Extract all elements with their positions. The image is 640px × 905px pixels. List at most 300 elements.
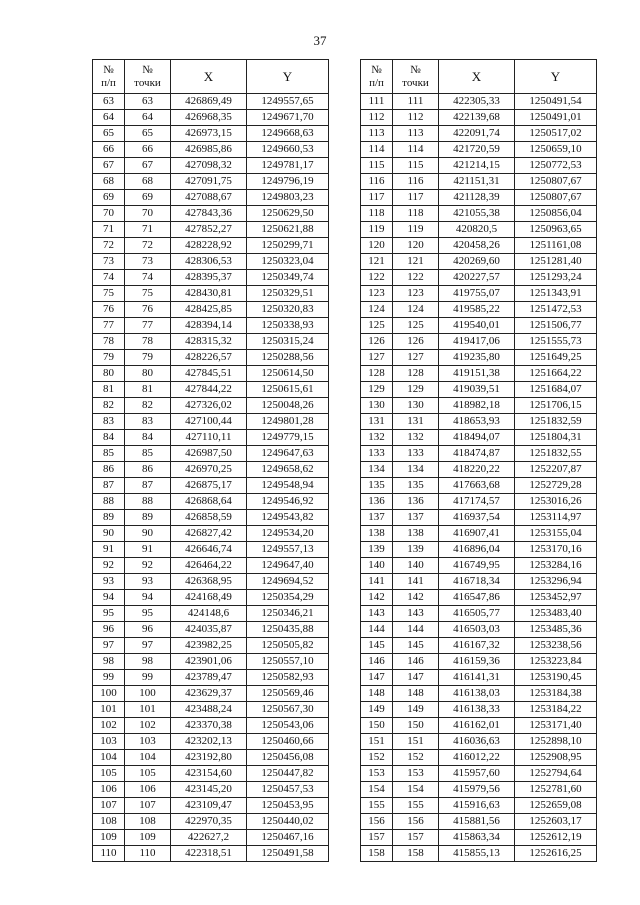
table-row bbox=[93, 830, 329, 846]
row-number-cell: 138 bbox=[361, 526, 393, 542]
x-coordinate-cell: 416896,04 bbox=[439, 542, 515, 558]
point-number-cell: 98 bbox=[125, 654, 171, 670]
row-number-cell: 84 bbox=[93, 430, 125, 446]
x-coordinate-cell: 419540,01 bbox=[439, 318, 515, 334]
y-coordinate-cell: 1250354,29 bbox=[247, 590, 329, 606]
table-row bbox=[361, 766, 597, 782]
table-row bbox=[361, 142, 597, 158]
x-coordinate-cell: 415979,56 bbox=[439, 782, 515, 798]
table-row bbox=[361, 846, 597, 862]
y-coordinate-cell: 1251649,25 bbox=[515, 350, 597, 366]
y-coordinate-cell: 1250323,04 bbox=[247, 254, 329, 270]
table-row bbox=[361, 718, 597, 734]
x-coordinate-cell: 426985,86 bbox=[171, 142, 247, 158]
x-coordinate-cell: 423629,37 bbox=[171, 686, 247, 702]
x-coordinate-cell: 426858,59 bbox=[171, 510, 247, 526]
row-number-cell: 158 bbox=[361, 846, 393, 862]
x-coordinate-cell: 427110,11 bbox=[171, 430, 247, 446]
coordinates-table-left bbox=[92, 59, 329, 862]
x-coordinate-cell: 426869,49 bbox=[171, 94, 247, 110]
row-number-cell: 77 bbox=[93, 318, 125, 334]
x-coordinate-cell: 418982,18 bbox=[439, 398, 515, 414]
y-coordinate-cell: 1250569,46 bbox=[247, 686, 329, 702]
table-row bbox=[361, 542, 597, 558]
row-number-cell: 113 bbox=[361, 126, 393, 142]
y-coordinate-cell: 1249671,70 bbox=[247, 110, 329, 126]
point-number-cell: 108 bbox=[125, 814, 171, 830]
table-row bbox=[93, 158, 329, 174]
point-number-cell: 76 bbox=[125, 302, 171, 318]
x-coordinate-cell: 428395,37 bbox=[171, 270, 247, 286]
x-coordinate-cell: 423901,06 bbox=[171, 654, 247, 670]
point-number-cell: 80 bbox=[125, 366, 171, 382]
x-coordinate-cell: 427088,67 bbox=[171, 190, 247, 206]
x-coordinate-cell: 423109,47 bbox=[171, 798, 247, 814]
y-coordinate-cell: 1250582,93 bbox=[247, 670, 329, 686]
point-number-cell: 116 bbox=[393, 174, 439, 190]
point-number-cell: 132 bbox=[393, 430, 439, 446]
point-number-cell: 154 bbox=[393, 782, 439, 798]
x-coordinate-cell: 426464,22 bbox=[171, 558, 247, 574]
x-coordinate-cell: 416547,86 bbox=[439, 590, 515, 606]
table-row bbox=[361, 830, 597, 846]
point-number-cell: 158 bbox=[393, 846, 439, 862]
point-number-cell: 131 bbox=[393, 414, 439, 430]
row-number-cell: 131 bbox=[361, 414, 393, 430]
table-row bbox=[361, 350, 597, 366]
y-coordinate-cell: 1249668,63 bbox=[247, 126, 329, 142]
y-coordinate-cell: 1250491,58 bbox=[247, 846, 329, 862]
x-coordinate-cell: 418494,07 bbox=[439, 430, 515, 446]
row-number-cell: 111 bbox=[361, 94, 393, 110]
y-coordinate-cell: 1250338,93 bbox=[247, 318, 329, 334]
point-number-cell: 107 bbox=[125, 798, 171, 814]
x-coordinate-cell: 427100,44 bbox=[171, 414, 247, 430]
y-coordinate-cell: 1250349,74 bbox=[247, 270, 329, 286]
table-row bbox=[93, 206, 329, 222]
x-coordinate-cell: 419039,51 bbox=[439, 382, 515, 398]
table-row bbox=[361, 702, 597, 718]
table-row bbox=[93, 702, 329, 718]
header-x: X bbox=[171, 60, 247, 94]
point-number-cell: 102 bbox=[125, 718, 171, 734]
x-coordinate-cell: 415916,63 bbox=[439, 798, 515, 814]
row-number-cell: 129 bbox=[361, 382, 393, 398]
y-coordinate-cell: 1253184,38 bbox=[515, 686, 597, 702]
y-coordinate-cell: 1251664,22 bbox=[515, 366, 597, 382]
row-number-cell: 87 bbox=[93, 478, 125, 494]
y-coordinate-cell: 1250807,67 bbox=[515, 190, 597, 206]
point-number-cell: 94 bbox=[125, 590, 171, 606]
point-number-cell: 147 bbox=[393, 670, 439, 686]
table-row bbox=[361, 670, 597, 686]
x-coordinate-cell: 416138,03 bbox=[439, 686, 515, 702]
point-number-cell: 153 bbox=[393, 766, 439, 782]
row-number-cell: 126 bbox=[361, 334, 393, 350]
table-row bbox=[93, 606, 329, 622]
y-coordinate-cell: 1249801,28 bbox=[247, 414, 329, 430]
header-y: Y bbox=[247, 60, 329, 94]
x-coordinate-cell: 415863,34 bbox=[439, 830, 515, 846]
table-body-right bbox=[361, 94, 597, 862]
point-number-cell: 75 bbox=[125, 286, 171, 302]
y-coordinate-cell: 1252207,87 bbox=[515, 462, 597, 478]
y-coordinate-cell: 1249534,20 bbox=[247, 526, 329, 542]
x-coordinate-cell: 416937,54 bbox=[439, 510, 515, 526]
y-coordinate-cell: 1251161,08 bbox=[515, 238, 597, 254]
y-coordinate-cell: 1251832,59 bbox=[515, 414, 597, 430]
x-coordinate-cell: 420227,57 bbox=[439, 270, 515, 286]
y-coordinate-cell: 1250320,83 bbox=[247, 302, 329, 318]
y-coordinate-cell: 1251343,91 bbox=[515, 286, 597, 302]
row-number-cell: 70 bbox=[93, 206, 125, 222]
row-number-cell: 74 bbox=[93, 270, 125, 286]
table-row bbox=[93, 782, 329, 798]
row-number-cell: 102 bbox=[93, 718, 125, 734]
table-row bbox=[93, 238, 329, 254]
point-number-cell: 136 bbox=[393, 494, 439, 510]
table-row bbox=[93, 766, 329, 782]
y-coordinate-cell: 1252898,10 bbox=[515, 734, 597, 750]
row-number-cell: 65 bbox=[93, 126, 125, 142]
x-coordinate-cell: 421720,59 bbox=[439, 142, 515, 158]
y-coordinate-cell: 1250440,02 bbox=[247, 814, 329, 830]
point-number-cell: 140 bbox=[393, 558, 439, 574]
x-coordinate-cell: 423982,25 bbox=[171, 638, 247, 654]
y-coordinate-cell: 1250491,01 bbox=[515, 110, 597, 126]
row-number-cell: 139 bbox=[361, 542, 393, 558]
table-row bbox=[93, 398, 329, 414]
point-number-cell: 89 bbox=[125, 510, 171, 526]
point-number-cell: 143 bbox=[393, 606, 439, 622]
row-number-cell: 91 bbox=[93, 542, 125, 558]
y-coordinate-cell: 1249557,65 bbox=[247, 94, 329, 110]
point-number-cell: 77 bbox=[125, 318, 171, 334]
table-row bbox=[93, 542, 329, 558]
point-number-cell: 81 bbox=[125, 382, 171, 398]
x-coordinate-cell: 421055,38 bbox=[439, 206, 515, 222]
point-number-cell: 83 bbox=[125, 414, 171, 430]
row-number-cell: 127 bbox=[361, 350, 393, 366]
point-number-cell: 111 bbox=[393, 94, 439, 110]
table-row bbox=[93, 462, 329, 478]
y-coordinate-cell: 1250543,06 bbox=[247, 718, 329, 734]
row-number-cell: 93 bbox=[93, 574, 125, 590]
row-number-cell: 121 bbox=[361, 254, 393, 270]
row-number-cell: 104 bbox=[93, 750, 125, 766]
x-coordinate-cell: 424168,49 bbox=[171, 590, 247, 606]
x-coordinate-cell: 426646,74 bbox=[171, 542, 247, 558]
row-number-cell: 157 bbox=[361, 830, 393, 846]
point-number-cell: 149 bbox=[393, 702, 439, 718]
y-coordinate-cell: 1250447,82 bbox=[247, 766, 329, 782]
row-number-cell: 81 bbox=[93, 382, 125, 398]
point-number-cell: 146 bbox=[393, 654, 439, 670]
row-number-cell: 73 bbox=[93, 254, 125, 270]
row-number-cell: 107 bbox=[93, 798, 125, 814]
table-row bbox=[361, 302, 597, 318]
table-row bbox=[93, 126, 329, 142]
x-coordinate-cell: 418653,93 bbox=[439, 414, 515, 430]
x-coordinate-cell: 416159,36 bbox=[439, 654, 515, 670]
y-coordinate-cell: 1252659,08 bbox=[515, 798, 597, 814]
x-coordinate-cell: 419151,38 bbox=[439, 366, 515, 382]
y-coordinate-cell: 1250329,51 bbox=[247, 286, 329, 302]
table-row bbox=[361, 222, 597, 238]
y-coordinate-cell: 1252616,25 bbox=[515, 846, 597, 862]
x-coordinate-cell: 428315,32 bbox=[171, 334, 247, 350]
row-number-cell: 103 bbox=[93, 734, 125, 750]
row-number-cell: 116 bbox=[361, 174, 393, 190]
row-number-cell: 110 bbox=[93, 846, 125, 862]
row-number-cell: 78 bbox=[93, 334, 125, 350]
x-coordinate-cell: 423145,20 bbox=[171, 782, 247, 798]
y-coordinate-cell: 1250621,88 bbox=[247, 222, 329, 238]
x-coordinate-cell: 427843,36 bbox=[171, 206, 247, 222]
x-coordinate-cell: 427326,02 bbox=[171, 398, 247, 414]
row-number-cell: 125 bbox=[361, 318, 393, 334]
row-number-cell: 149 bbox=[361, 702, 393, 718]
header-y: Y bbox=[515, 60, 597, 94]
x-coordinate-cell: 423370,38 bbox=[171, 718, 247, 734]
point-number-cell: 135 bbox=[393, 478, 439, 494]
point-number-cell: 99 bbox=[125, 670, 171, 686]
row-number-cell: 68 bbox=[93, 174, 125, 190]
table-row bbox=[93, 350, 329, 366]
x-coordinate-cell: 416141,31 bbox=[439, 670, 515, 686]
table-row bbox=[93, 590, 329, 606]
point-number-cell: 141 bbox=[393, 574, 439, 590]
x-coordinate-cell: 419235,80 bbox=[439, 350, 515, 366]
point-number-cell: 64 bbox=[125, 110, 171, 126]
point-number-cell: 133 bbox=[393, 446, 439, 462]
y-coordinate-cell: 1249543,82 bbox=[247, 510, 329, 526]
y-coordinate-cell: 1250567,30 bbox=[247, 702, 329, 718]
row-number-cell: 83 bbox=[93, 414, 125, 430]
x-coordinate-cell: 427845,51 bbox=[171, 366, 247, 382]
point-number-cell: 68 bbox=[125, 174, 171, 190]
x-coordinate-cell: 419585,22 bbox=[439, 302, 515, 318]
point-number-cell: 74 bbox=[125, 270, 171, 286]
table-row bbox=[361, 606, 597, 622]
table-row bbox=[93, 142, 329, 158]
row-number-cell: 69 bbox=[93, 190, 125, 206]
point-number-cell: 96 bbox=[125, 622, 171, 638]
table-row bbox=[361, 286, 597, 302]
point-number-cell: 72 bbox=[125, 238, 171, 254]
row-number-cell: 72 bbox=[93, 238, 125, 254]
y-coordinate-cell: 1253223,84 bbox=[515, 654, 597, 670]
table-row bbox=[361, 110, 597, 126]
table-row bbox=[93, 526, 329, 542]
table-row bbox=[93, 510, 329, 526]
table-row bbox=[93, 622, 329, 638]
y-coordinate-cell: 1252603,17 bbox=[515, 814, 597, 830]
row-number-cell: 85 bbox=[93, 446, 125, 462]
point-number-cell: 126 bbox=[393, 334, 439, 350]
point-number-cell: 151 bbox=[393, 734, 439, 750]
x-coordinate-cell: 416718,34 bbox=[439, 574, 515, 590]
table-row bbox=[361, 126, 597, 142]
y-coordinate-cell: 1250299,71 bbox=[247, 238, 329, 254]
row-number-cell: 89 bbox=[93, 510, 125, 526]
table-header-row bbox=[361, 60, 597, 94]
table-row bbox=[93, 382, 329, 398]
y-coordinate-cell: 1250557,10 bbox=[247, 654, 329, 670]
table-row bbox=[361, 414, 597, 430]
point-number-cell: 110 bbox=[125, 846, 171, 862]
point-number-cell: 128 bbox=[393, 366, 439, 382]
table-row bbox=[93, 334, 329, 350]
row-number-cell: 117 bbox=[361, 190, 393, 206]
x-coordinate-cell: 421214,15 bbox=[439, 158, 515, 174]
table-row bbox=[361, 430, 597, 446]
y-coordinate-cell: 1250453,95 bbox=[247, 798, 329, 814]
x-coordinate-cell: 427098,32 bbox=[171, 158, 247, 174]
table-row bbox=[361, 398, 597, 414]
x-coordinate-cell: 422970,35 bbox=[171, 814, 247, 830]
y-coordinate-cell: 1250963,65 bbox=[515, 222, 597, 238]
row-number-cell: 148 bbox=[361, 686, 393, 702]
point-number-cell: 105 bbox=[125, 766, 171, 782]
x-coordinate-cell: 422318,51 bbox=[171, 846, 247, 862]
row-number-cell: 109 bbox=[93, 830, 125, 846]
row-number-cell: 64 bbox=[93, 110, 125, 126]
row-number-cell: 95 bbox=[93, 606, 125, 622]
y-coordinate-cell: 1253296,94 bbox=[515, 574, 597, 590]
table-row bbox=[361, 734, 597, 750]
point-number-cell: 152 bbox=[393, 750, 439, 766]
row-number-cell: 80 bbox=[93, 366, 125, 382]
x-coordinate-cell: 427844,22 bbox=[171, 382, 247, 398]
point-number-cell: 150 bbox=[393, 718, 439, 734]
y-coordinate-cell: 1249647,40 bbox=[247, 558, 329, 574]
row-number-cell: 100 bbox=[93, 686, 125, 702]
header-row-number-label: № п/п bbox=[101, 63, 116, 89]
row-number-cell: 101 bbox=[93, 702, 125, 718]
point-number-cell: 118 bbox=[393, 206, 439, 222]
point-number-cell: 97 bbox=[125, 638, 171, 654]
x-coordinate-cell: 416503,03 bbox=[439, 622, 515, 638]
table-row bbox=[93, 750, 329, 766]
point-number-cell: 119 bbox=[393, 222, 439, 238]
y-coordinate-cell: 1250435,88 bbox=[247, 622, 329, 638]
table-row bbox=[361, 654, 597, 670]
point-number-cell: 73 bbox=[125, 254, 171, 270]
y-coordinate-cell: 1252781,60 bbox=[515, 782, 597, 798]
row-number-cell: 133 bbox=[361, 446, 393, 462]
header-row-number bbox=[93, 60, 125, 94]
table-row bbox=[93, 94, 329, 110]
y-coordinate-cell: 1251804,31 bbox=[515, 430, 597, 446]
y-coordinate-cell: 1250614,50 bbox=[247, 366, 329, 382]
y-coordinate-cell: 1249694,52 bbox=[247, 574, 329, 590]
x-coordinate-cell: 417663,68 bbox=[439, 478, 515, 494]
point-number-cell: 137 bbox=[393, 510, 439, 526]
header-x: X bbox=[439, 60, 515, 94]
table-row bbox=[93, 478, 329, 494]
table-row bbox=[93, 190, 329, 206]
table-row bbox=[361, 270, 597, 286]
point-number-cell: 106 bbox=[125, 782, 171, 798]
x-coordinate-cell: 422139,68 bbox=[439, 110, 515, 126]
row-number-cell: 66 bbox=[93, 142, 125, 158]
y-coordinate-cell: 1251684,07 bbox=[515, 382, 597, 398]
x-coordinate-cell: 423192,80 bbox=[171, 750, 247, 766]
y-coordinate-cell: 1253184,22 bbox=[515, 702, 597, 718]
x-coordinate-cell: 416036,63 bbox=[439, 734, 515, 750]
table-row bbox=[361, 622, 597, 638]
table-row bbox=[361, 254, 597, 270]
y-coordinate-cell: 1249796,19 bbox=[247, 174, 329, 190]
table-row bbox=[93, 430, 329, 446]
row-number-cell: 94 bbox=[93, 590, 125, 606]
y-coordinate-cell: 1252729,28 bbox=[515, 478, 597, 494]
point-number-cell: 144 bbox=[393, 622, 439, 638]
point-number-cell: 113 bbox=[393, 126, 439, 142]
table-row bbox=[361, 638, 597, 654]
table-row bbox=[361, 334, 597, 350]
x-coordinate-cell: 422091,74 bbox=[439, 126, 515, 142]
row-number-cell: 140 bbox=[361, 558, 393, 574]
y-coordinate-cell: 1250288,56 bbox=[247, 350, 329, 366]
point-number-cell: 100 bbox=[125, 686, 171, 702]
table-header-row bbox=[93, 60, 329, 94]
x-coordinate-cell: 422305,33 bbox=[439, 94, 515, 110]
x-coordinate-cell: 415855,13 bbox=[439, 846, 515, 862]
y-coordinate-cell: 1253016,26 bbox=[515, 494, 597, 510]
x-coordinate-cell: 416505,77 bbox=[439, 606, 515, 622]
table-row bbox=[93, 654, 329, 670]
y-coordinate-cell: 1250505,82 bbox=[247, 638, 329, 654]
row-number-cell: 143 bbox=[361, 606, 393, 622]
table-row bbox=[361, 798, 597, 814]
point-number-cell: 70 bbox=[125, 206, 171, 222]
row-number-cell: 123 bbox=[361, 286, 393, 302]
x-coordinate-cell: 421128,39 bbox=[439, 190, 515, 206]
table-row bbox=[361, 382, 597, 398]
point-number-cell: 156 bbox=[393, 814, 439, 830]
y-coordinate-cell: 1251706,15 bbox=[515, 398, 597, 414]
table-row bbox=[361, 446, 597, 462]
x-coordinate-cell: 426368,95 bbox=[171, 574, 247, 590]
x-coordinate-cell: 428226,57 bbox=[171, 350, 247, 366]
y-coordinate-cell: 1249546,92 bbox=[247, 494, 329, 510]
y-coordinate-cell: 1250491,54 bbox=[515, 94, 597, 110]
row-number-cell: 112 bbox=[361, 110, 393, 126]
point-number-cell: 86 bbox=[125, 462, 171, 478]
y-coordinate-cell: 1250629,50 bbox=[247, 206, 329, 222]
point-number-cell: 130 bbox=[393, 398, 439, 414]
x-coordinate-cell: 416162,01 bbox=[439, 718, 515, 734]
table-row bbox=[361, 462, 597, 478]
x-coordinate-cell: 426868,64 bbox=[171, 494, 247, 510]
point-number-cell: 114 bbox=[393, 142, 439, 158]
table-row bbox=[93, 110, 329, 126]
y-coordinate-cell: 1249803,23 bbox=[247, 190, 329, 206]
point-number-cell: 103 bbox=[125, 734, 171, 750]
row-number-cell: 155 bbox=[361, 798, 393, 814]
row-number-cell: 97 bbox=[93, 638, 125, 654]
y-coordinate-cell: 1250315,24 bbox=[247, 334, 329, 350]
point-number-cell: 66 bbox=[125, 142, 171, 158]
point-number-cell: 88 bbox=[125, 494, 171, 510]
x-coordinate-cell: 426875,17 bbox=[171, 478, 247, 494]
table-row bbox=[361, 782, 597, 798]
y-coordinate-cell: 1253238,56 bbox=[515, 638, 597, 654]
table-row bbox=[93, 222, 329, 238]
point-number-cell: 65 bbox=[125, 126, 171, 142]
